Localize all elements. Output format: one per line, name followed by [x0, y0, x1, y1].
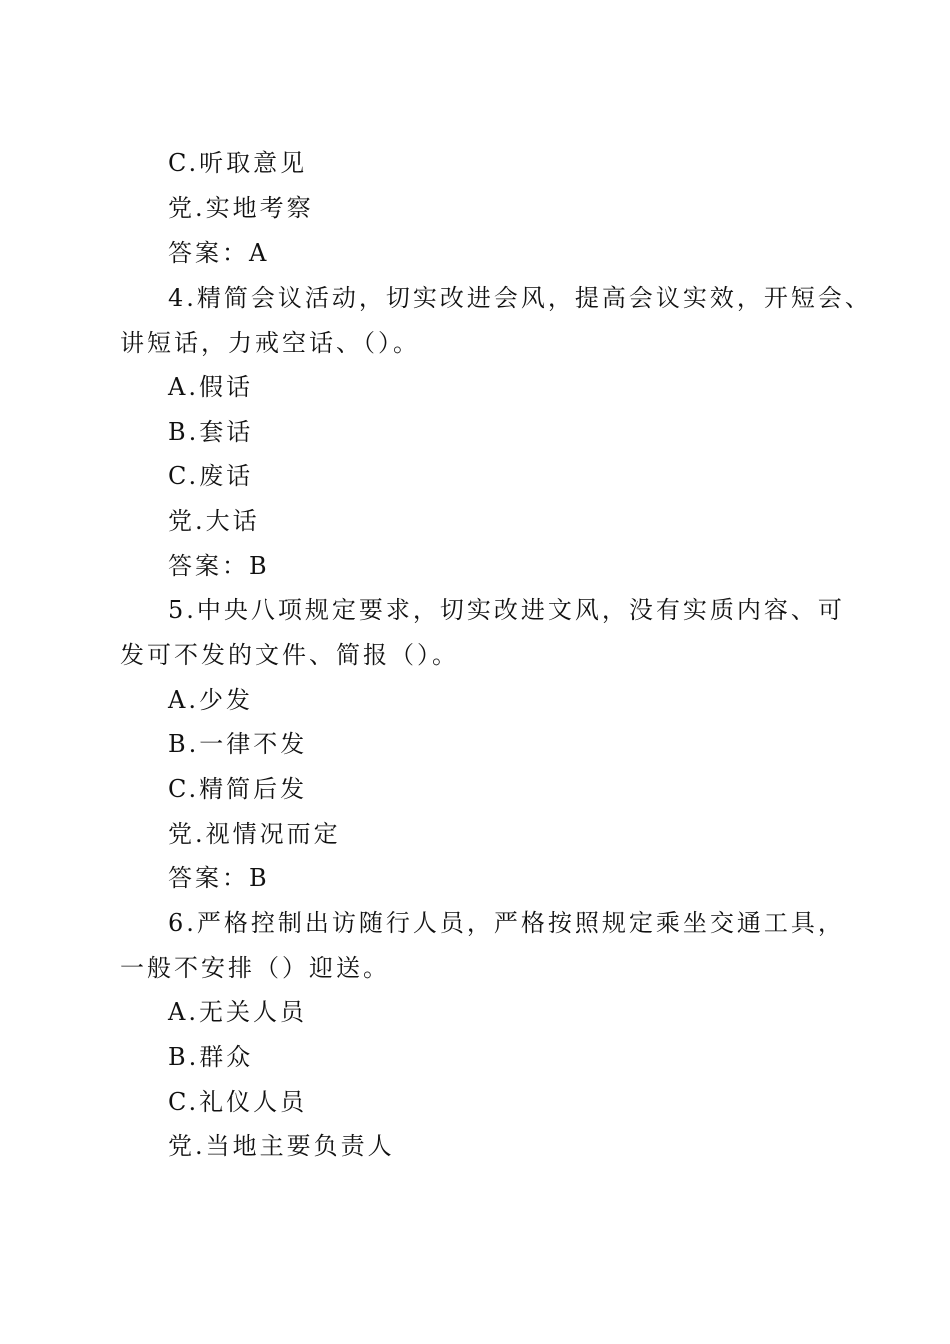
q4-question-line1: 4.精简会议活动，切实改进会风，提高会议实效，开短会、 [168, 284, 872, 312]
q6-option-d: 党.当地主要负责人 [168, 1132, 395, 1160]
q3-option-d: 党.实地考察 [168, 194, 314, 222]
q6-question-line1: 6.严格控制出访随行人员，严格按照规定乘坐交通工具， [168, 909, 845, 937]
q6-option-c: C.礼仪人员 [168, 1088, 308, 1116]
q3-answer: 答案：A [168, 239, 270, 267]
q4-answer: 答案：B [168, 552, 270, 580]
q5-option-d: 党.视情况而定 [168, 820, 341, 848]
q6-question-line2: 一般不安排（）迎送。 [120, 954, 390, 982]
q4-option-b: B.套话 [168, 418, 254, 446]
q5-question-line1: 5.中央八项规定要求，切实改进文风，没有实质内容、可 [168, 596, 845, 624]
q5-option-c: C.精简后发 [168, 775, 308, 803]
q4-option-d: 党.大话 [168, 507, 260, 535]
q5-answer: 答案：B [168, 864, 270, 892]
q6-option-a: A.无关人员 [168, 998, 307, 1026]
q5-option-b: B.一律不发 [168, 730, 308, 758]
q6-option-b: B.群众 [168, 1043, 254, 1071]
q5-question-line2: 发可不发的文件、简报（）。 [120, 641, 459, 669]
q3-option-c: C.听取意见 [168, 149, 308, 177]
q4-question-line2: 讲短话，力戒空话、（）。 [120, 329, 420, 357]
q5-option-a: A.少发 [168, 686, 253, 714]
q4-option-c: C.废话 [168, 462, 254, 490]
q4-option-a: A.假话 [168, 373, 253, 401]
